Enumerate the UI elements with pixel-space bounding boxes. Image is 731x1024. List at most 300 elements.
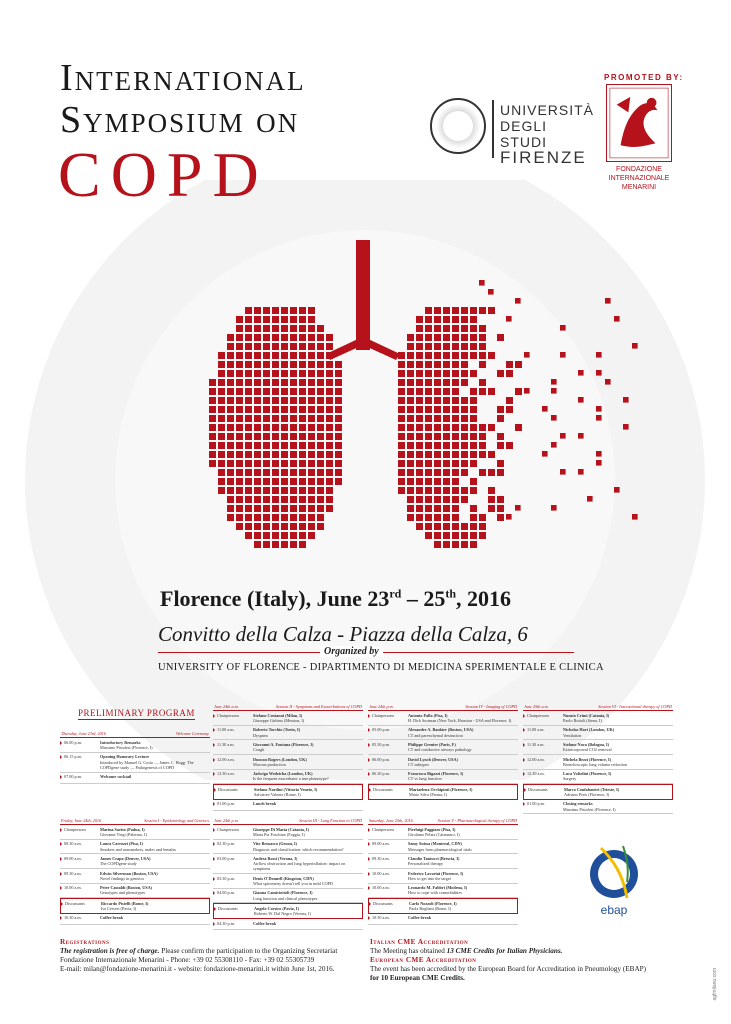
lung-tile [263, 415, 270, 422]
lung-tile [236, 424, 243, 431]
lung-tile [299, 433, 306, 440]
lung-tile [461, 334, 468, 341]
lung-tile [407, 478, 414, 485]
lung-tile [263, 397, 270, 404]
lung-tile [290, 388, 297, 395]
lung-tile [515, 424, 522, 431]
lung-tile [236, 451, 243, 458]
lung-tile [443, 514, 450, 521]
row-topic: Is the frequent exacerbator a true phenotype? [253, 776, 329, 782]
lung-tile [299, 379, 306, 386]
lung-tile [443, 352, 450, 359]
lung-tile [461, 460, 468, 467]
scatter-tile [614, 316, 620, 322]
lung-tile [263, 361, 270, 368]
row-speaker: Pierluigi Paggiaro (Pisa, I) [408, 826, 456, 832]
scatter-tile [551, 442, 557, 448]
lung-tile [425, 523, 432, 530]
lung-tile [452, 487, 459, 494]
lung-tile [245, 343, 252, 350]
lung-tile [308, 460, 315, 467]
lung-tile [290, 397, 297, 404]
lung-tile [227, 442, 234, 449]
program-row [60, 825, 210, 840]
lung-tile [443, 496, 450, 503]
program-row [368, 825, 518, 840]
lung-tile [479, 379, 486, 386]
scatter-tile [632, 514, 638, 520]
lung-tile [245, 388, 252, 395]
row-topic: Mucous production [253, 761, 286, 767]
scatter-tile [623, 397, 629, 403]
lung-tile [281, 379, 288, 386]
scatter-tile [605, 298, 611, 304]
lung-tile [263, 307, 270, 314]
lung-tile [461, 397, 468, 404]
lung-tile [443, 361, 450, 368]
secretariat-email: E-mail: milan@fondazione-menarini.it - website: fondazione-menarini.it within June 1st, 2016. [60, 965, 335, 973]
lung-tile [209, 460, 216, 467]
lung-tile [443, 541, 450, 548]
lung-tile [335, 361, 342, 368]
lung-tile [218, 370, 225, 377]
lung-tile [452, 397, 459, 404]
session-5 [368, 818, 518, 925]
lung-tile [461, 370, 468, 377]
program-row [368, 770, 518, 785]
lung-tile [272, 325, 279, 332]
lung-tile [272, 307, 279, 314]
lung-tile [479, 334, 486, 341]
lung-tile [272, 370, 279, 377]
lung-tile [326, 442, 333, 449]
lung-tile [254, 370, 261, 377]
lung-tile [281, 424, 288, 431]
lung-tile [461, 307, 468, 314]
lung-tile [245, 433, 252, 440]
lung-tile [299, 343, 306, 350]
lung-tile [470, 334, 477, 341]
row-time: Discussants [524, 787, 564, 797]
row-time: 11.00 a.m. [213, 727, 253, 737]
lung-tile [317, 370, 324, 377]
lung-tile [245, 505, 252, 512]
lung-tile [299, 415, 306, 422]
lung-tile [434, 379, 441, 386]
lung-tile [299, 388, 306, 395]
lung-tile [227, 388, 234, 395]
lung-tile [236, 379, 243, 386]
lung-tile [299, 487, 306, 494]
session-thursday [60, 731, 210, 784]
lung-tile [263, 532, 270, 539]
university-name-1: UNIVERSITÀ [500, 102, 595, 118]
european-cme-heading: European CME Accreditation [370, 956, 477, 964]
lung-tile [407, 361, 414, 368]
lung-tile [398, 406, 405, 413]
program-row [523, 740, 673, 755]
lung-tile [281, 523, 288, 530]
lung-tile [443, 523, 450, 530]
lung-tile [461, 415, 468, 422]
lung-tile [434, 352, 441, 359]
lung-tile [326, 469, 333, 476]
lung-tile [254, 496, 261, 503]
lung-tile [227, 334, 234, 341]
lung-tile [236, 478, 243, 485]
row-topic: Dyspnea [253, 732, 268, 738]
lung-tile [515, 361, 522, 368]
lung-tile [317, 415, 324, 422]
lung-tile [434, 307, 441, 314]
row-topic: Roberto W. Dal Negro (Verona, I) [254, 911, 311, 917]
row-topic: Personalized therapy [408, 861, 443, 867]
lung-tile [326, 397, 333, 404]
lung-tile [308, 505, 315, 512]
lung-tile [317, 442, 324, 449]
lung-tile [434, 325, 441, 332]
lung-tile [398, 388, 405, 395]
lung-tile [488, 496, 495, 503]
row-topic: Extracorporeal CO2 removal [563, 747, 612, 753]
scatter-tile [578, 469, 584, 475]
lung-tile [479, 352, 486, 359]
row-time: 01.00 p.m. [523, 801, 563, 811]
lung-tile [281, 460, 288, 467]
lung-tile [218, 433, 225, 440]
lung-tile [326, 424, 333, 431]
row-speaker: Andrea Rossi (Verona, I) [253, 855, 298, 861]
university-logo [430, 96, 595, 167]
lung-tile [326, 487, 333, 494]
lung-tile [434, 487, 441, 494]
lung-tile [461, 442, 468, 449]
row-speaker: Stefano Centanni (Milan, I) [253, 712, 303, 718]
lung-tile [218, 469, 225, 476]
session-day: Thursday, June 23rd, 2016 [61, 731, 106, 736]
lung-tile [461, 361, 468, 368]
lung-tile [470, 523, 477, 530]
session-title: Session IV - Imaging of COPD [465, 704, 517, 709]
row-speaker: Angelo Corsico (Pavia, I) [254, 905, 299, 911]
program-row [523, 800, 673, 815]
lung-tile [218, 406, 225, 413]
lung-tile [407, 451, 414, 458]
lung-tile [470, 505, 477, 512]
title-line-1: International [60, 57, 306, 99]
row-speaker: Federico Lavorini (Florence, I) [408, 870, 464, 876]
lung-tile [317, 460, 324, 467]
lung-tile [434, 442, 441, 449]
lung-tile [416, 352, 423, 359]
lung-tile [434, 514, 441, 521]
lung-tile [425, 325, 432, 332]
row-speaker: Francesca Bigazzi (Florence, I) [408, 771, 464, 777]
lung-tile [416, 361, 423, 368]
lung-tile [254, 388, 261, 395]
lung-tile [299, 352, 306, 359]
lung-tile [407, 514, 414, 521]
row-time: Discussants [369, 901, 409, 911]
menarini-logo-icon [606, 84, 672, 162]
lung-tile [245, 325, 252, 332]
lung-tile [236, 442, 243, 449]
lung-tile [281, 487, 288, 494]
lung-tile [299, 505, 306, 512]
lung-tile [452, 307, 459, 314]
lung-tile [290, 379, 297, 386]
lung-tile [326, 334, 333, 341]
lung-tile [407, 343, 414, 350]
lung-tile [425, 352, 432, 359]
row-time: 08.30 a.m. [60, 841, 100, 851]
lung-tile [461, 469, 468, 476]
lung-tile [497, 433, 504, 440]
lung-tile [272, 469, 279, 476]
lung-tile [272, 406, 279, 413]
lung-tile [290, 433, 297, 440]
row-speaker: Gianna Camiciottoli (Florence, I) [253, 890, 313, 896]
program-row [60, 753, 210, 773]
trachea [356, 240, 370, 350]
lung-tile [290, 469, 297, 476]
lung-tile [425, 343, 432, 350]
lung-tile [290, 541, 297, 548]
lung-tile [488, 505, 495, 512]
row-topic: How to get into the target [408, 875, 451, 881]
lung-tile [434, 388, 441, 395]
lung-tile [461, 316, 468, 323]
lung-tile [443, 370, 450, 377]
row-speaker: Coffee break [100, 915, 124, 921]
scatter-tile [560, 325, 566, 331]
row-time: 10.30 a.m. [60, 915, 100, 922]
lung-tile [254, 415, 261, 422]
session-day: June 25th a.m. [524, 704, 549, 709]
lung-tile [272, 451, 279, 458]
organizer-name: UNIVERSITY OF FLORENCE - DIPARTIMENTO DI MEDICINA SPERIMENTALE E CLINICA [158, 662, 604, 673]
lung-tile [479, 442, 486, 449]
lung-tile [281, 406, 288, 413]
lung-tile [425, 433, 432, 440]
lung-tile [317, 388, 324, 395]
lung-tile [470, 487, 477, 494]
session-header [60, 731, 210, 738]
session-2 [213, 704, 363, 811]
lung-tile [470, 388, 477, 395]
lung-tile [263, 424, 270, 431]
lung-tile [290, 352, 297, 359]
lung-tile [236, 316, 243, 323]
lung-tile [425, 460, 432, 467]
lung-tile [245, 460, 252, 467]
lung-tile [470, 370, 477, 377]
program-row [60, 738, 210, 753]
lung-tile [452, 325, 459, 332]
lung-tile [227, 424, 234, 431]
lung-tile [497, 406, 504, 413]
lung-tile [470, 343, 477, 350]
row-topic: Smokers and nonsmokers, males and females [100, 846, 177, 852]
row-time: Chairpersons [368, 827, 408, 837]
lung-tile [236, 523, 243, 530]
lung-tile [335, 451, 342, 458]
lung-tile [335, 415, 342, 422]
session-3 [213, 818, 363, 930]
lung-tile [227, 514, 234, 521]
session-day: June 24th p.m. [369, 704, 394, 709]
row-speaker: Mariaelena Occhipinti (Florence, I) [409, 786, 473, 792]
lung-tile [272, 514, 279, 521]
lung-tile [497, 460, 504, 467]
row-topic: CT and conductive airways pathology [408, 747, 472, 753]
lung-tile [236, 370, 243, 377]
lung-tile [227, 343, 234, 350]
lung-tile [245, 415, 252, 422]
lung-tile [326, 415, 333, 422]
row-speaker: Giovanni A. Fontana (Florence, I) [253, 741, 314, 747]
lung-tile [281, 316, 288, 323]
lung-tile [281, 541, 288, 548]
row-speaker: Coffee break [408, 915, 432, 921]
row-topic: Ventilation [563, 732, 582, 738]
lung-tile [434, 406, 441, 413]
lung-tile [227, 478, 234, 485]
lung-tile [479, 532, 486, 539]
row-speaker: Riccardo Pistelli (Rome, I) [101, 900, 149, 906]
lung-tile [290, 415, 297, 422]
event-date-place: Florence (Italy), June 23rd – 25th, 2016 [160, 586, 512, 611]
lung-tile [254, 487, 261, 494]
lung-tile [263, 505, 270, 512]
lung-tile [479, 514, 486, 521]
row-time: 06.15 p.m. [60, 754, 100, 770]
program-row [213, 874, 363, 889]
row-topic: The COPDgene study [100, 861, 137, 867]
lung-tile [443, 442, 450, 449]
lung-tile [245, 334, 252, 341]
lung-tile [245, 406, 252, 413]
lung-tile [488, 451, 495, 458]
lung-tile [299, 460, 306, 467]
row-topic: Salvatore Valente (Rome, I) [254, 791, 301, 797]
lung-tile [290, 532, 297, 539]
ebap-label: ebap [600, 903, 628, 917]
accreditation-block: Italian CME Accreditation The Meeting has obtained 13 CME Credits for Italian Physicians. European CME Accreditation The event has been accredited by the European Board for Accreditation in Pneumology (EBAP) for 10 European CME Credits. [370, 938, 690, 983]
lung-tile [290, 496, 297, 503]
row-speaker: Stefano Nardini (Vittorio Veneto, I) [254, 786, 318, 792]
lung-tile [452, 406, 459, 413]
lung-tile [263, 541, 270, 548]
lung-tile [299, 307, 306, 314]
row-speaker: Denis O'Donnell (Kingston, CDN) [253, 875, 314, 881]
lung-tile [452, 460, 459, 467]
scatter-tile [542, 406, 548, 412]
lung-tile [407, 388, 414, 395]
scatter-tile [479, 280, 485, 286]
lung-tile [263, 487, 270, 494]
lung-tile [236, 433, 243, 440]
row-topic: Maria Pia Foschino (Foggia, I) [253, 832, 305, 837]
lung-tile [416, 424, 423, 431]
lung-tile [218, 442, 225, 449]
row-speaker: Samy Suissa (Montreal, CDN) [408, 841, 462, 847]
lung-tile [227, 433, 234, 440]
lung-tile [272, 388, 279, 395]
organized-by-label: Organized by [320, 646, 383, 657]
lung-tile [254, 361, 261, 368]
lung-tile [416, 451, 423, 458]
lung-tile [299, 397, 306, 404]
lung-tile [443, 469, 450, 476]
program-row [368, 840, 518, 855]
lung-tile [317, 325, 324, 332]
lung-tile [254, 460, 261, 467]
lung-tile [470, 451, 477, 458]
lung-tile [308, 478, 315, 485]
lung-tile [425, 334, 432, 341]
row-speaker: Introductory Remarks [100, 739, 141, 745]
lung-tile [416, 496, 423, 503]
lung-tile [443, 307, 450, 314]
lung-tile [272, 541, 279, 548]
row-speaker: Closing remarks [563, 801, 593, 807]
scatter-tile [524, 352, 530, 358]
lung-tile [407, 442, 414, 449]
lung-tile [488, 487, 495, 494]
lung-tile [227, 505, 234, 512]
row-time: 12.30 a.m. [213, 771, 253, 781]
lung-tile [416, 388, 423, 395]
row-speaker: Antonio Palla (Pisa, I) [408, 712, 448, 718]
lung-tile [218, 487, 225, 494]
lung-tile [272, 415, 279, 422]
lung-tile [236, 469, 243, 476]
lung-tile [398, 442, 405, 449]
lung-tile [470, 433, 477, 440]
lung-tile [299, 496, 306, 503]
row-time: 12.30 a.m. [523, 771, 563, 781]
lung-tile [245, 523, 252, 530]
lung-tile [335, 406, 342, 413]
scatter-tile [542, 451, 548, 457]
lung-tile [461, 379, 468, 386]
lung-tile [317, 451, 324, 458]
scatter-tile [632, 343, 638, 349]
lung-tile [281, 361, 288, 368]
lung-tile [326, 379, 333, 386]
lung-tile [290, 361, 297, 368]
lung-tile [452, 415, 459, 422]
lung-tile [317, 361, 324, 368]
scatter-tile [578, 397, 584, 403]
lung-tile [398, 397, 405, 404]
lung-tile [425, 514, 432, 521]
lung-tile [497, 442, 504, 449]
lung-tile [488, 388, 495, 395]
lung-tile [209, 424, 216, 431]
lung-tile [335, 370, 342, 377]
lung-tile [272, 343, 279, 350]
lung-tile [434, 370, 441, 377]
row-time: 12.00 a.m. [213, 757, 253, 767]
lung-tile [461, 406, 468, 413]
session-title: Session III - Lung Function in COPD [299, 818, 362, 823]
lung-tile [299, 451, 306, 458]
lung-tile [461, 451, 468, 458]
lung-tile [335, 433, 342, 440]
lung-tile [281, 433, 288, 440]
